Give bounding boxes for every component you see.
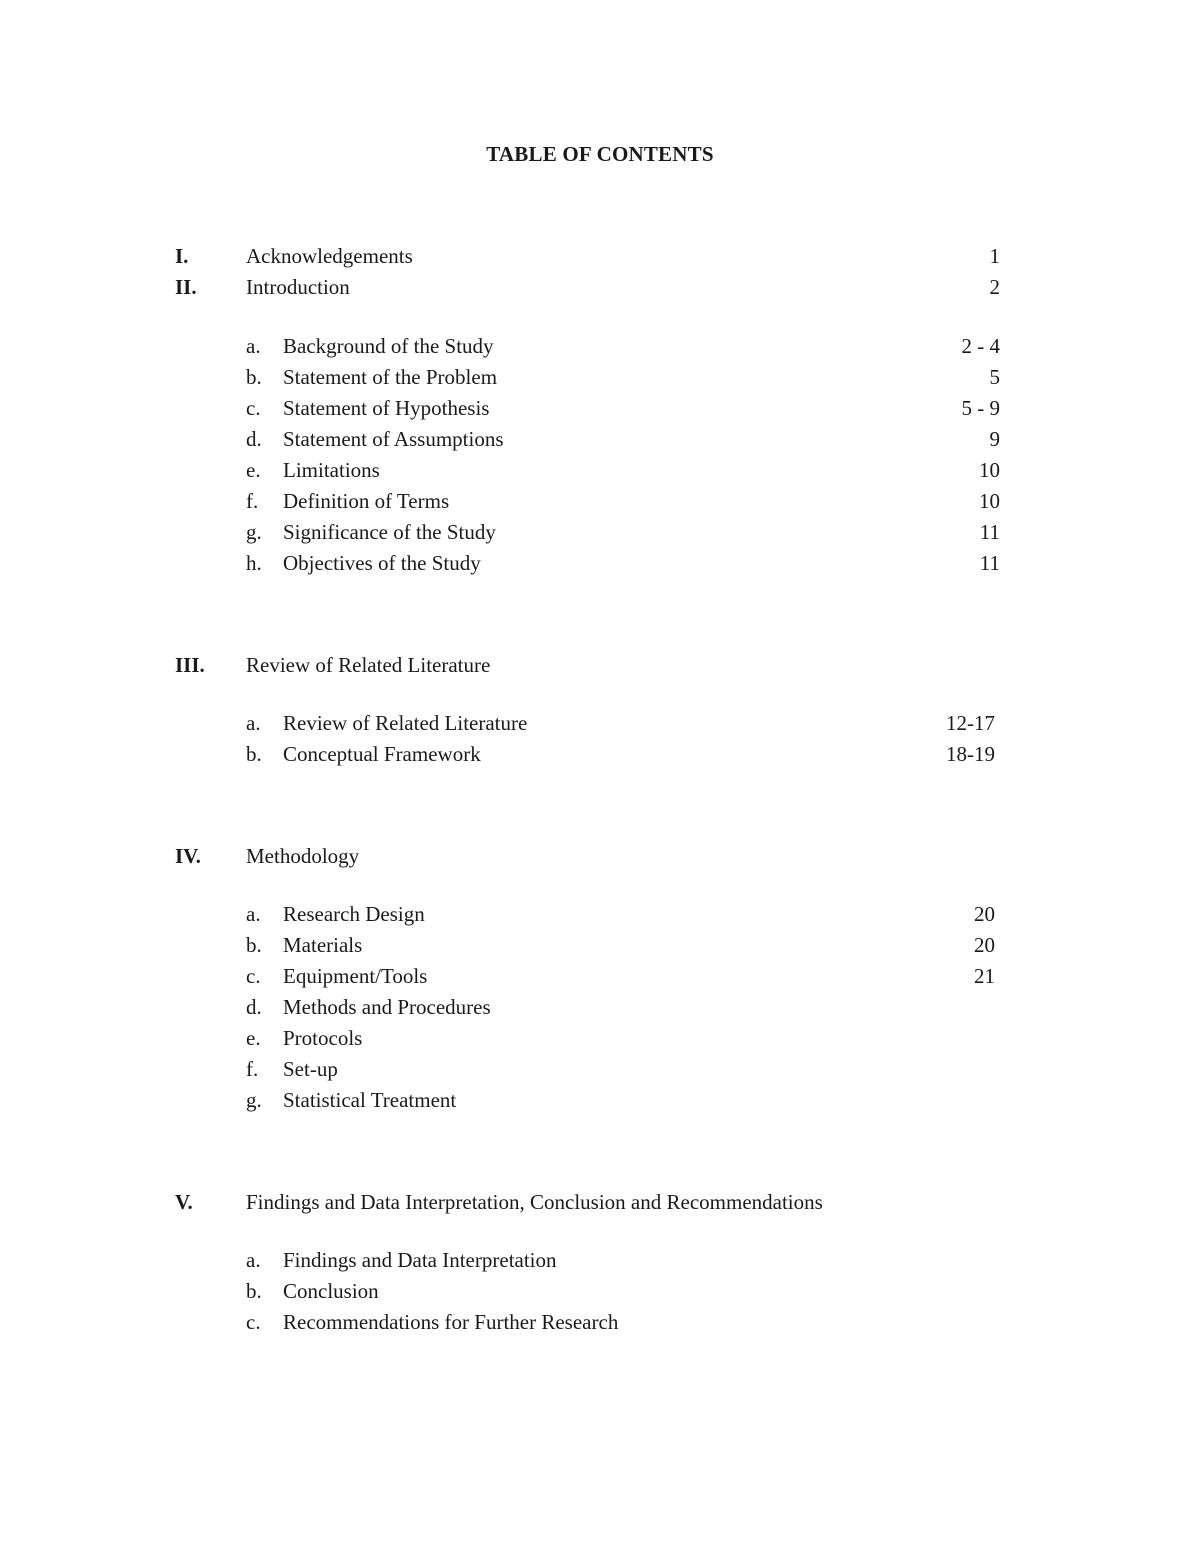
toc-item <box>0 992 1200 1023</box>
item-letter: c. <box>246 396 261 420</box>
item-label: Research Design <box>283 902 425 926</box>
toc-item <box>0 424 1200 455</box>
toc-item <box>0 393 1200 424</box>
toc-section-i <box>0 241 1200 272</box>
section-numeral: V. <box>175 1190 193 1214</box>
toc-item <box>0 1054 1200 1085</box>
item-page-number: 20 <box>974 933 995 957</box>
item-letter: a. <box>246 334 261 358</box>
item-label: Findings and Data Interpretation <box>283 1248 557 1272</box>
item-letter: f. <box>246 489 259 513</box>
toc-item <box>0 1085 1200 1116</box>
item-label: Equipment/Tools <box>283 964 428 988</box>
item-page-number: 5 - 9 <box>961 396 1000 420</box>
item-letter: b. <box>246 742 262 766</box>
toc-section-iv <box>0 841 1200 872</box>
toc-item <box>0 708 1200 739</box>
item-label: Significance of the Study <box>283 520 496 544</box>
item-letter: b. <box>246 365 262 389</box>
item-label: Review of Related Literature <box>283 711 528 735</box>
section-heading: Introduction <box>246 275 350 299</box>
item-page-number: 12-17 <box>946 711 995 735</box>
item-page-number: 10 <box>979 458 1000 482</box>
item-letter: c. <box>246 964 261 988</box>
item-page-number: 18-19 <box>946 742 995 766</box>
toc-item <box>0 961 1200 992</box>
toc-item <box>0 1245 1200 1276</box>
section-heading: Methodology <box>246 844 360 868</box>
item-letter: a. <box>246 1248 261 1272</box>
item-letter: h. <box>246 551 262 575</box>
section-numeral: II. <box>175 275 197 299</box>
item-letter: f. <box>246 1057 259 1081</box>
item-letter: c. <box>246 1310 261 1334</box>
item-letter: g. <box>246 520 262 544</box>
item-label: Materials <box>283 933 363 957</box>
item-label: Set-up <box>283 1057 338 1081</box>
item-letter: d. <box>246 427 262 451</box>
item-label: Conceptual Framework <box>283 742 481 766</box>
toc-item <box>0 1276 1200 1307</box>
item-page-number: 20 <box>974 902 995 926</box>
section-heading: Findings and Data Interpretation, Conclusion and Recommendations <box>246 1190 823 1214</box>
item-letter: a. <box>246 711 261 735</box>
section-heading: Review of Related Literature <box>246 653 491 677</box>
section-numeral: IV. <box>175 844 201 868</box>
toc-item <box>0 455 1200 486</box>
toc-section-ii <box>0 272 1200 303</box>
item-letter: d. <box>246 995 262 1019</box>
item-label: Conclusion <box>283 1279 379 1303</box>
toc-item <box>0 331 1200 362</box>
section-numeral: I. <box>175 244 189 268</box>
item-label: Background of the Study <box>283 334 494 358</box>
toc-item <box>0 486 1200 517</box>
item-page-number: 5 <box>989 365 1000 389</box>
section-numeral: III. <box>175 653 205 677</box>
item-label: Statistical Treatment <box>283 1088 457 1112</box>
page-title: TABLE OF CONTENTS <box>486 142 714 166</box>
item-letter: e. <box>246 458 261 482</box>
item-label: Protocols <box>283 1026 363 1050</box>
section-heading: Acknowledgements <box>246 244 413 268</box>
item-label: Statement of Assumptions <box>283 427 504 451</box>
item-page-number: 11 <box>979 520 1000 544</box>
item-letter: e. <box>246 1026 261 1050</box>
toc-item <box>0 548 1200 579</box>
item-label: Objectives of the Study <box>283 551 481 575</box>
item-page-number: 9 <box>989 427 1000 451</box>
item-page-number: 11 <box>979 551 1000 575</box>
item-label: Recommendations for Further Research <box>283 1310 619 1334</box>
toc-item <box>0 362 1200 393</box>
item-page-number: 2 - 4 <box>961 334 1000 358</box>
toc-section-iii <box>0 650 1200 681</box>
toc-item <box>0 1307 1200 1338</box>
item-label: Definition of Terms <box>283 489 450 513</box>
item-label: Methods and Procedures <box>283 995 491 1019</box>
toc-item <box>0 1023 1200 1054</box>
item-letter: a. <box>246 902 261 926</box>
item-letter: g. <box>246 1088 262 1112</box>
item-page-number: 21 <box>974 964 995 988</box>
toc-item <box>0 517 1200 548</box>
toc-section-v <box>0 1187 1200 1218</box>
item-label: Limitations <box>283 458 380 482</box>
toc-item <box>0 739 1200 770</box>
item-page-number: 10 <box>979 489 1000 513</box>
toc-item <box>0 899 1200 930</box>
item-letter: b. <box>246 1279 262 1303</box>
section-page-number: 1 <box>989 244 1000 268</box>
item-letter: b. <box>246 933 262 957</box>
section-page-number: 2 <box>989 275 1000 299</box>
item-label: Statement of the Problem <box>283 365 498 389</box>
toc-item <box>0 930 1200 961</box>
item-label: Statement of Hypothesis <box>283 396 490 420</box>
